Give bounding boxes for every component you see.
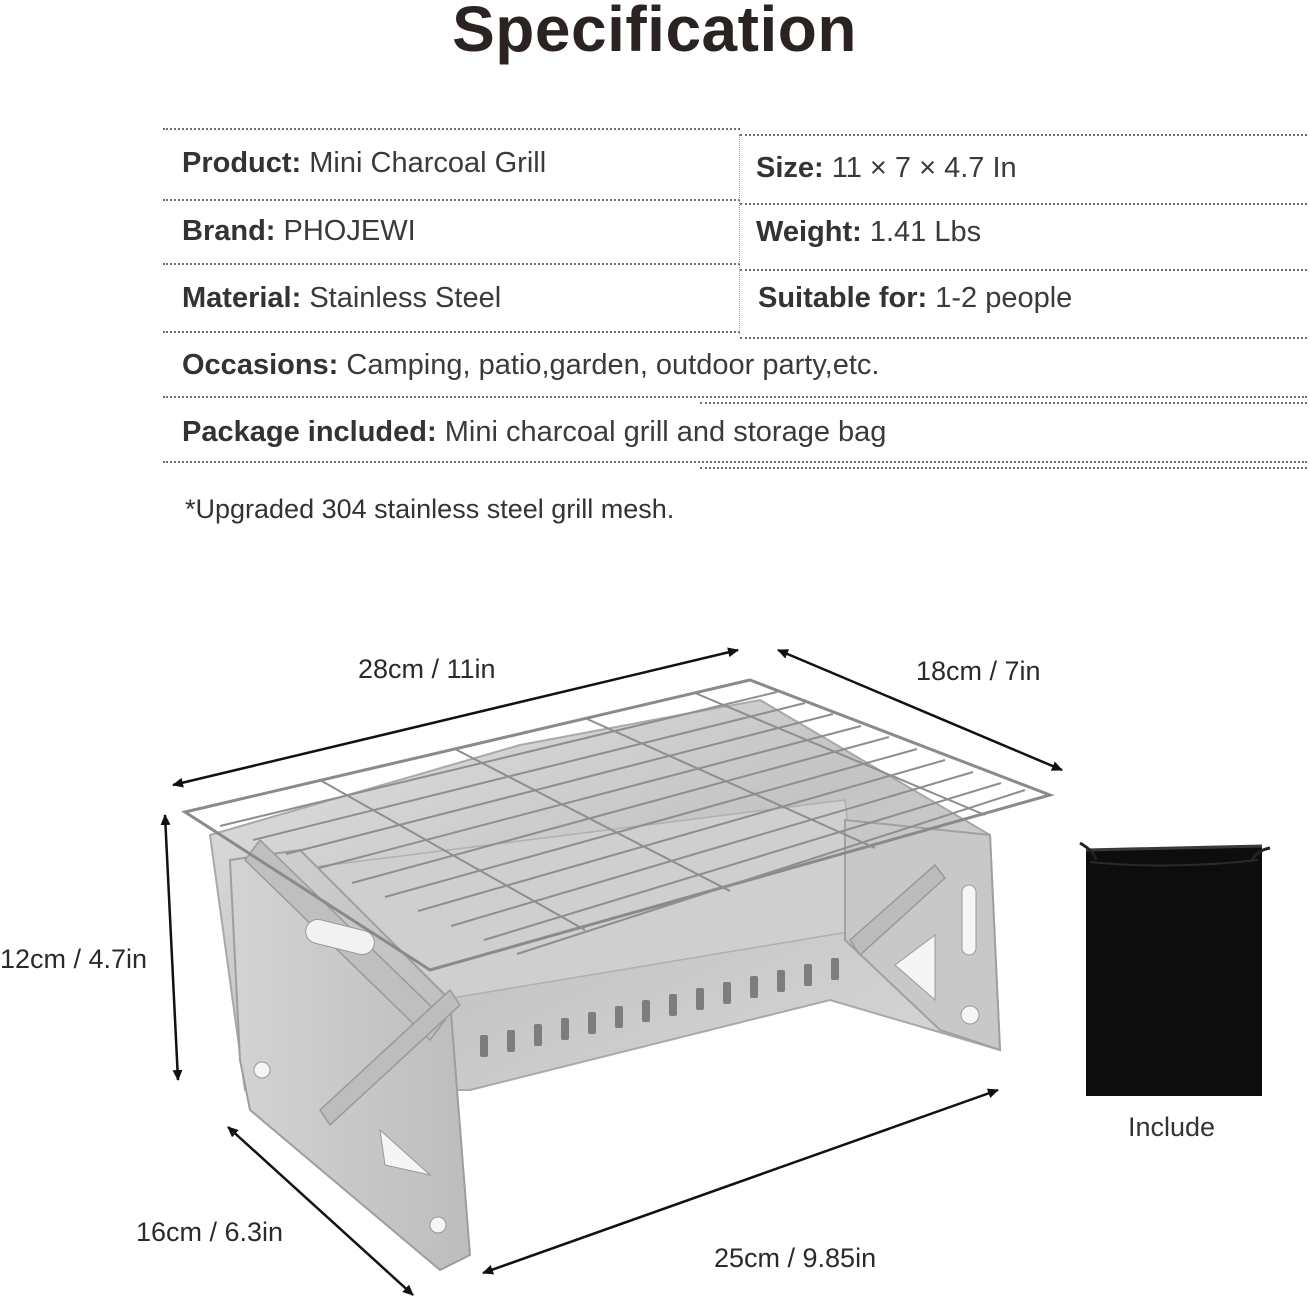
arrow-height — [165, 815, 178, 1080]
bag-caption: Include — [1128, 1112, 1216, 1142]
spec-suitable-value: 1-2 people — [927, 282, 1073, 314]
dim-width-top: 18cm / 7in — [916, 656, 1041, 686]
spec-size-value: 11 × 7 × 4.7 In — [823, 152, 1017, 184]
storage-bag — [1080, 843, 1270, 1096]
dim-length-top: 28cm / 11in — [358, 654, 496, 684]
spec-product-value: Mini Charcoal Grill — [301, 147, 547, 179]
spec-package-value: Mini charcoal grill and storage bag — [436, 416, 887, 448]
spec-brand-value: PHOJEWI — [275, 215, 416, 247]
spec-product-label: Product: — [182, 147, 302, 179]
spec-note: *Upgraded 304 stainless steel grill mesh. — [185, 494, 675, 524]
dim-length-bottom: 25cm / 9.85in — [714, 1243, 877, 1273]
spec-weight-label: Weight: — [756, 216, 862, 248]
dim-depth-bottom: 16cm / 6.3in — [136, 1217, 284, 1247]
dim-height: 12cm / 4.7in — [0, 944, 148, 974]
spec-weight-value: 1.41 Lbs — [861, 216, 982, 248]
spec-suitable-label: Suitable for: — [758, 282, 928, 314]
spec-occasions-value: Camping, patio,garden, outdoor party,etc. — [338, 349, 880, 381]
spec-package-label: Package included: — [182, 416, 437, 448]
page-title: Specification — [452, 0, 857, 65]
spec-occasions-label: Occasions: — [182, 349, 339, 381]
spec-brand-label: Brand: — [182, 215, 276, 247]
spec-material-value: Stainless Steel — [301, 282, 502, 314]
spec-size-label: Size: — [756, 152, 824, 184]
spec-material-label: Material: — [182, 282, 302, 314]
